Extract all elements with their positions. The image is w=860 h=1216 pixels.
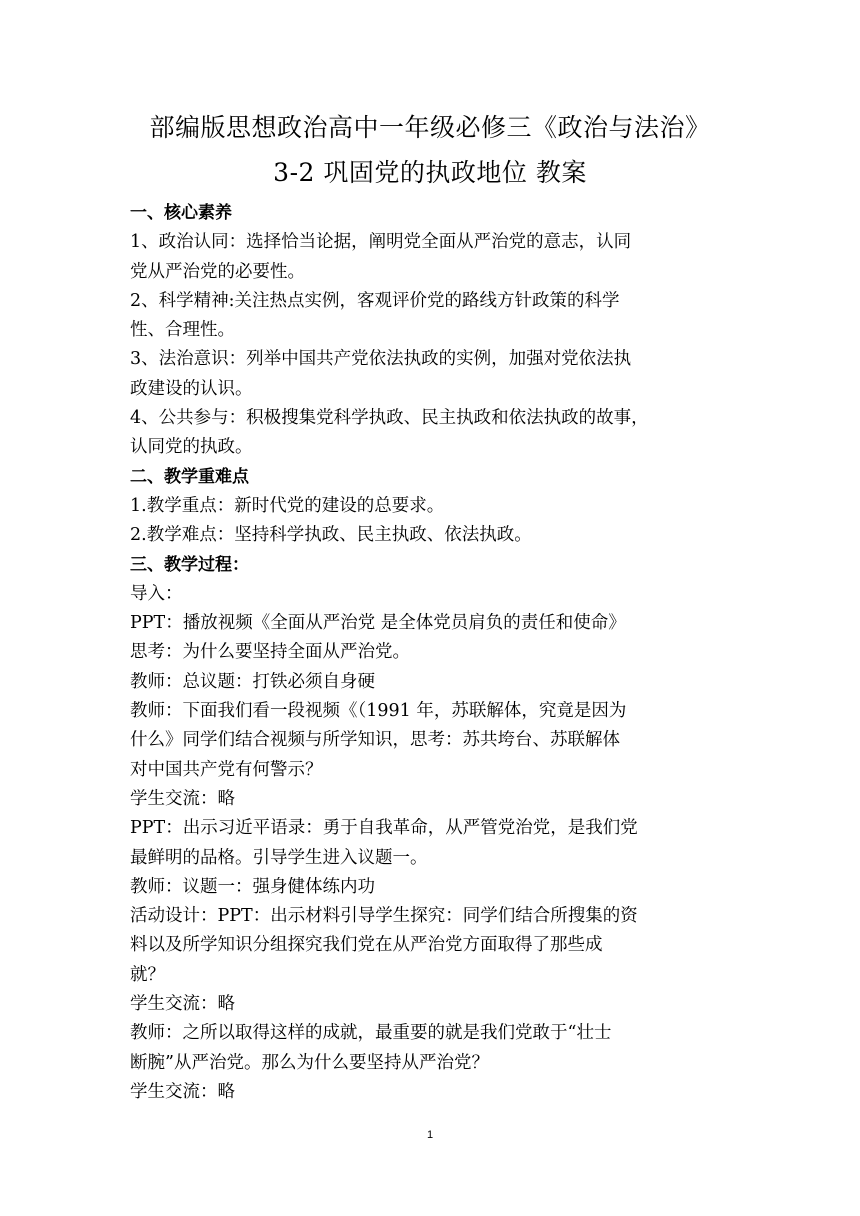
text-line: 1、政治认同：选择恰当论据，阐明党全面从严治党的意志，认同 xyxy=(130,232,632,253)
document-title-line-1: 部编版思想政治高中一年级必修三《政治与法治》 xyxy=(149,113,711,142)
text-line: 教师：之所以取得这样的成就，最重要的就是我们党敢于“壮士 xyxy=(130,1023,612,1044)
text-line: 学生交流：略 xyxy=(130,994,235,1015)
text-line: 教师：总议题：打铁必须自身硬 xyxy=(130,671,375,692)
text-line: 教师：下面我们看一段视频《（1991 年，苏联解体，究竟是因为 xyxy=(130,701,627,722)
text-line: 性、合理性。 xyxy=(130,320,235,341)
text-line: 最鲜明的品格。引导学生进入议题一。 xyxy=(130,847,428,868)
section-heading: 二、教学重难点 xyxy=(130,466,249,487)
text-line: 学生交流：略 xyxy=(130,788,235,809)
section-heading: 三、教学过程： xyxy=(130,554,249,575)
text-line: 对中国共产党有何警示？ xyxy=(130,759,323,780)
text-line: 活动设计：PPT：出示材料引导学生探究：同学们结合所搜集的资 xyxy=(130,906,638,927)
text-line: 3、法治意识：列举中国共产党依法执政的实例，加强对党依法执 xyxy=(130,349,632,370)
text-line: 什么》同学们结合视频与所学知识，思考：苏共垮台、苏联解体 xyxy=(130,730,620,751)
text-line: 认同党的执政。 xyxy=(130,437,253,458)
text-line: 教师：议题一：强身健体练内功 xyxy=(130,876,375,897)
text-line: 1.教学重点：新时代党的建设的总要求。 xyxy=(130,495,445,516)
text-line: 学生交流：略 xyxy=(130,1081,235,1102)
text-line: PPT：播放视频《全面从严治党 是全体党员肩负的责任和使命》 xyxy=(130,613,626,634)
page-number: 1 xyxy=(426,1129,434,1141)
text-line: 断腕”从严治党。那么为什么要坚持从严治党？ xyxy=(130,1052,489,1073)
text-line: 政建设的认识。 xyxy=(130,378,253,399)
document-title-line-2: 3-2 巩固党的执政地位 教案 xyxy=(273,158,587,187)
text-line: 导入： xyxy=(130,583,183,604)
text-line: 料以及所学知识分组探究我们党在从严治党方面取得了那些成 xyxy=(130,935,603,956)
text-line: 就？ xyxy=(130,964,165,985)
text-line: 思考：为什么要坚持全面从严治党。 xyxy=(130,642,410,663)
text-line: 4、公共参与：积极搜集党科学执政、民主执政和依法执政的故事， xyxy=(130,408,649,429)
text-line: 2.教学难点：坚持科学执政、民主执政、依法执政。 xyxy=(130,525,532,546)
document-body xyxy=(130,199,730,1107)
text-line: 党从严治党的必要性。 xyxy=(130,261,305,282)
text-line: 2、科学精神:关注热点实例，客观评价党的路线方针政策的科学 xyxy=(130,290,620,311)
section-heading: 一、核心素养 xyxy=(130,203,232,223)
text-line: PPT：出示习近平语录：勇于自我革命，从严管党治党，是我们党 xyxy=(130,818,638,839)
